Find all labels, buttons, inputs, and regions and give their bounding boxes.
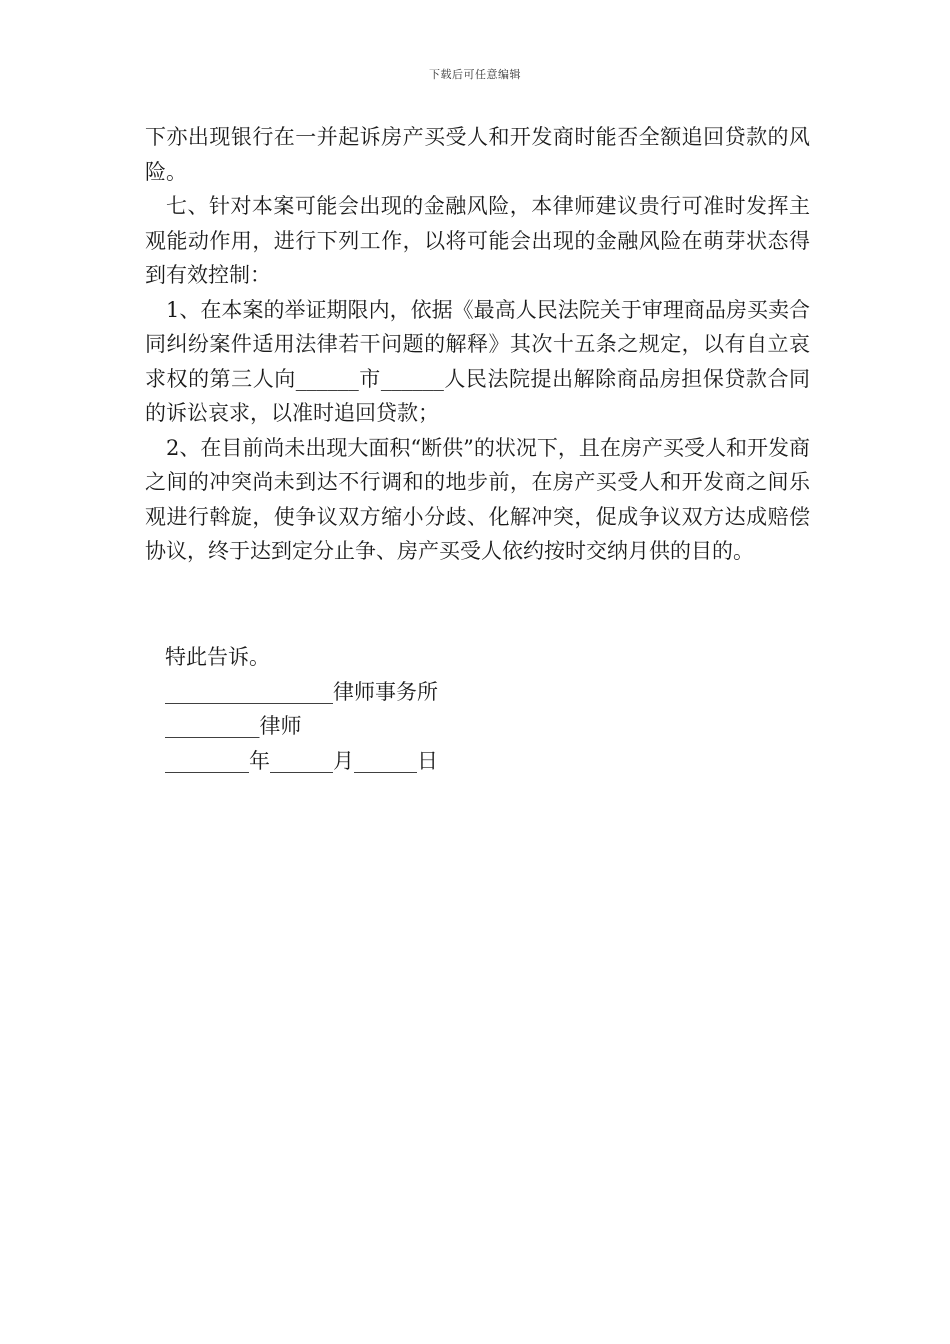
closing-statement: 特此告诉。	[165, 645, 270, 669]
signature-lawyer-line: _________律师	[165, 714, 302, 738]
paragraph-item-two: 2、在目前尚未出现大面积“断供”的状况下，且在房产买受人和开发商之间的冲突尚未到达不行调和的地步前，在房产买受人和开发商之间乐观进行斡旋，使争议双方缩小分歧、化解冲突，促成争议双方达成赔偿协议，终于达到定分止争、房产买受人依约按时交纳月供的目的。	[145, 435, 810, 563]
closing-block	[165, 640, 438, 778]
header-note: 下载后可任意编辑	[429, 68, 521, 81]
paragraph-continuation: 下亦出现银行在一并起诉房产买受人和开发商时能否全额追回贷款的风险。	[145, 125, 810, 184]
paragraph-item-one: 1、在本案的举证期限内，依据《最高人民法院关于审理商品房买卖合同纠纷案件适用法律若干问题的解释》其次十五条之规定，以有自立哀求权的第三人向______市______人民法院提出解除商品房担保贷款合同的诉讼哀求，以准时追回贷款；	[145, 297, 810, 425]
paragraph-section-seven: 七、针对本案可能会出现的金融风险，本律师建议贵行可准时发挥主观能动作用，进行下列工作，以将可能会出现的金融风险在萌芽状态得到有效控制：	[145, 194, 810, 287]
signature-date-line: ________年______月______日	[165, 748, 438, 773]
document-body	[145, 120, 810, 569]
signature-firm-line: ________________律师事务所	[165, 679, 438, 704]
